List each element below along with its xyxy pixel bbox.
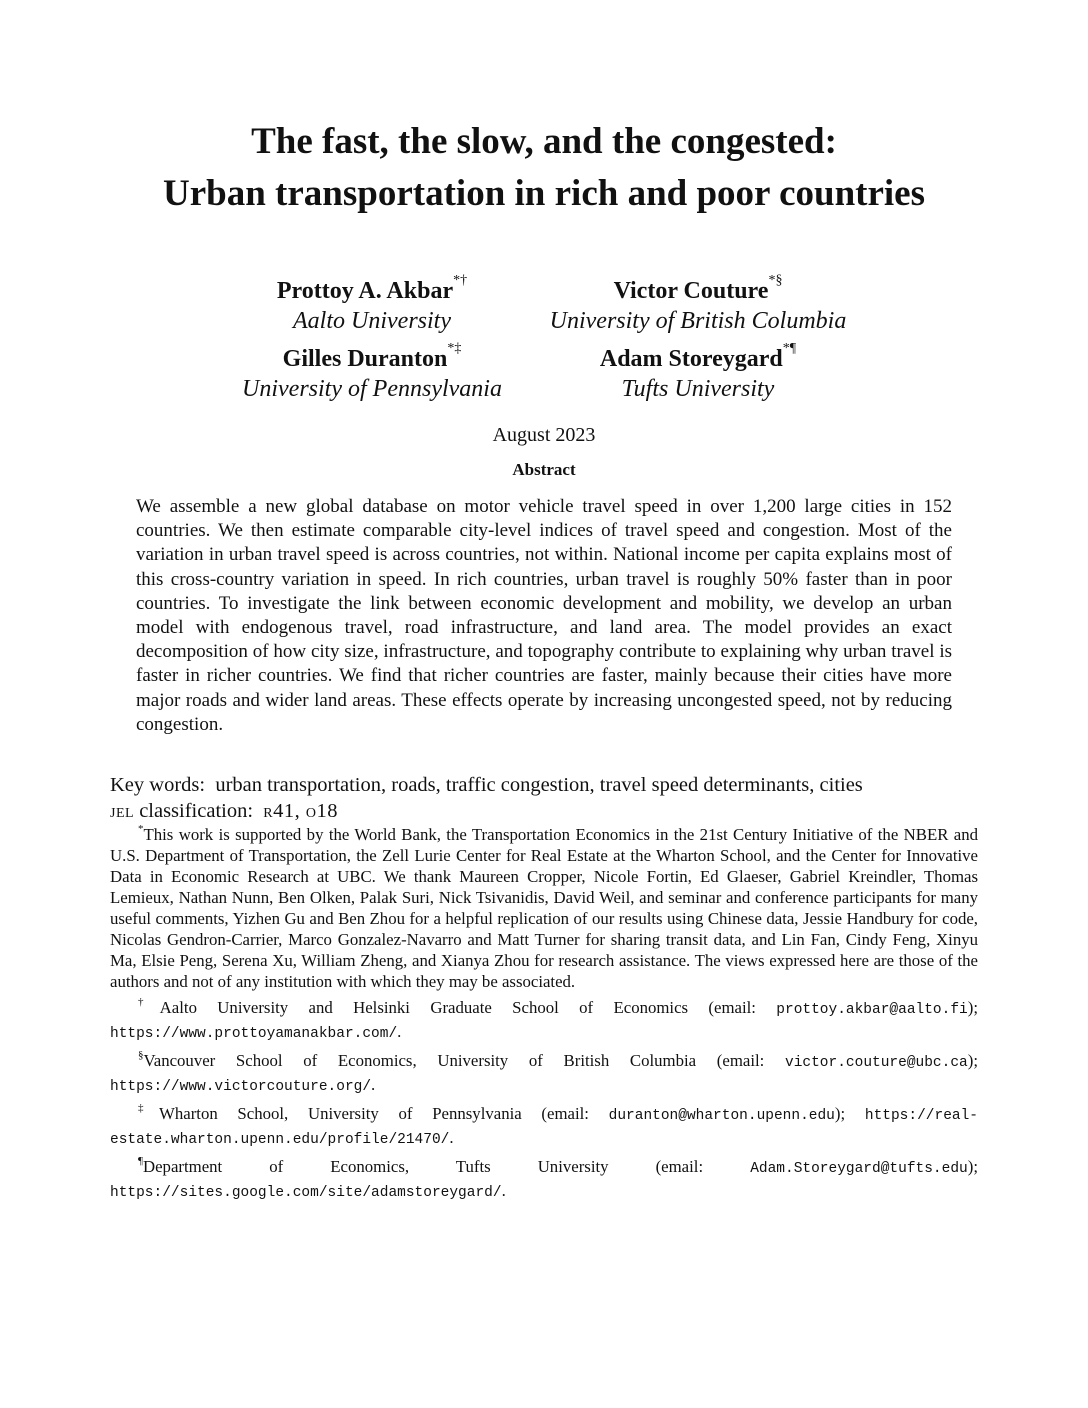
author-name: Adam Storeygard	[599, 346, 783, 372]
footnote-acknowledgements	[110, 824, 978, 992]
jel-codes: r41, o18	[263, 800, 338, 822]
author-block-couture	[530, 273, 866, 336]
author-block-storeygard	[530, 341, 866, 404]
author-name-wrap	[222, 341, 522, 374]
author-name-wrap	[530, 341, 866, 374]
author-marks: *§	[768, 273, 783, 288]
footnote-mark: *	[138, 823, 144, 835]
footnote-text: Aalto University and Helsinki Graduate School of Economics (email:	[159, 998, 777, 1017]
footnote-punct: );	[834, 1104, 846, 1123]
author-block-duranton	[222, 341, 522, 404]
abstract-text: We assemble a new global database on motor vehicle travel speed in over 1,200 large cities in 152 countries. We then estimate comparable city-level indices of travel speed and congestion. Most of the variation in urban travel speed is across countries, not within. National income per capita explains most of this cross-country variation in speed. In rich countries, urban travel is roughly 50% faster than in poor countries. To investigate the link between economic development and mobility, we develop an urban model with endogenous travel, road infrastructure, and land area. The model provides an exact decomposition of how city size, infrastructure, and topography contribute to explaining why urban travel is faster in richer countries. We find that richer countries are faster, mainly because their cities have more major roads and wider land areas. These effects operate by increasing uncongested speed, not by reducing congestion.	[136, 496, 952, 735]
email-link[interactable]: duranton@wharton.upenn.edu	[608, 1108, 835, 1124]
homepage-link[interactable]: https://sites.google.com/site/adamstoreygard/	[110, 1185, 502, 1201]
author-affiliation: University of Pennsylvania	[242, 376, 502, 402]
footnote-end: .	[501, 1181, 506, 1200]
author-name-wrap	[530, 273, 866, 306]
footnote-end: .	[397, 1022, 402, 1041]
footnotes	[110, 824, 978, 1209]
footnote-text: Wharton School, University of Pennsylvania (email:	[159, 1104, 609, 1123]
jel-classification-line	[110, 799, 980, 824]
footnote-text: Department of Economics, Tufts University (email:	[142, 1157, 751, 1176]
footnote-punct: );	[967, 998, 978, 1017]
footnote-end: .	[449, 1128, 454, 1147]
footnote-mark: ‡	[138, 1102, 160, 1114]
footnote-duranton	[110, 1103, 978, 1151]
author-block-akbar	[222, 273, 522, 336]
author-affiliation: Aalto University	[293, 308, 451, 334]
author-name: Gilles Duranton	[282, 346, 448, 372]
email-link[interactable]: prottoy.akbar@aalto.fi	[776, 1002, 968, 1018]
footnote-mark: ¶	[138, 1155, 143, 1167]
author-marks: *‡	[447, 341, 462, 356]
footnote-text: This work is supported by the World Bank, the Transportation Economics in the 21st Century Initiative of the NBER and U.S. Department of Transportation, the Zell Lurie Center for Real Estate at the Wharton School, and the Center for Innovative Data in Economic Research at UBC. We thank Maureen Cropper, Nicole Fortin, Ed Glaeser, Gabriel Kreindler, Thomas Lemieux, Nathan Nunn, Ben Olken, Palak Suri, Nick Tsivanidis, David Weil, and seminar and conference participants for many useful comments, Yizhen Gu and Ben Zhou for a helpful replication of our results using Chinese data, Jessie Handbury for code, Nicolas Gendron-Carrier, Marco Gonzalez-Navarro and Matt Turner for sharing transit data, and Lin Fan, Cindy Feng, Xinyu Ma, Elsie Peng, Serena Xu, William Zheng, and Xianya Zhou for research assistance. The views expressed here are those of the authors and not of any institution with which they may be associated.	[110, 825, 978, 991]
keywords-line	[110, 773, 980, 798]
author-marks: *¶	[782, 341, 797, 356]
jel-label-acronym: jel	[110, 800, 135, 822]
paper-title	[0, 116, 1088, 220]
author-name: Prottoy A. Akbar	[276, 278, 454, 304]
keywords-text: urban transportation, roads, traffic congestion, travel speed determinants, cities	[215, 774, 863, 796]
homepage-link[interactable]: https://www.victorcouture.org/	[110, 1079, 372, 1095]
email-link[interactable]: Adam.Storeygard@tufts.edu	[750, 1161, 968, 1177]
homepage-link[interactable]: https://www.prottoyamanakbar.com/	[110, 1026, 398, 1042]
footnote-mark: †	[138, 996, 160, 1008]
footnote-couture	[110, 1050, 978, 1098]
author-name-wrap	[222, 273, 522, 306]
footnote-punct: );	[967, 1157, 978, 1176]
keywords-label: Key words:	[110, 774, 206, 796]
author-affiliation: Tufts University	[621, 376, 775, 402]
publication-date: August 2023	[492, 424, 596, 446]
homepage-link[interactable]: https://real-estate.wharton.upenn.edu/profile/21470/	[110, 1108, 978, 1148]
abstract-heading: Abstract	[512, 460, 576, 479]
title-line-2: Urban transportation in rich and poor countries	[163, 173, 925, 214]
email-link[interactable]: victor.couture@ubc.ca	[785, 1055, 968, 1071]
author-name: Victor Couture	[613, 278, 769, 304]
footnote-akbar	[110, 997, 978, 1045]
footnote-end: .	[371, 1075, 376, 1094]
author-affiliation: University of British Columbia	[549, 308, 847, 334]
author-marks: *†	[453, 273, 468, 288]
footnote-mark: §	[138, 1049, 144, 1061]
title-line-1: The fast, the slow, and the congested:	[251, 121, 837, 162]
footnote-punct: );	[967, 1051, 978, 1070]
footnote-text: Vancouver School of Economics, University of British Columbia (email:	[143, 1051, 785, 1070]
footnote-storeygard	[110, 1156, 978, 1204]
jel-label: classification:	[134, 800, 254, 822]
